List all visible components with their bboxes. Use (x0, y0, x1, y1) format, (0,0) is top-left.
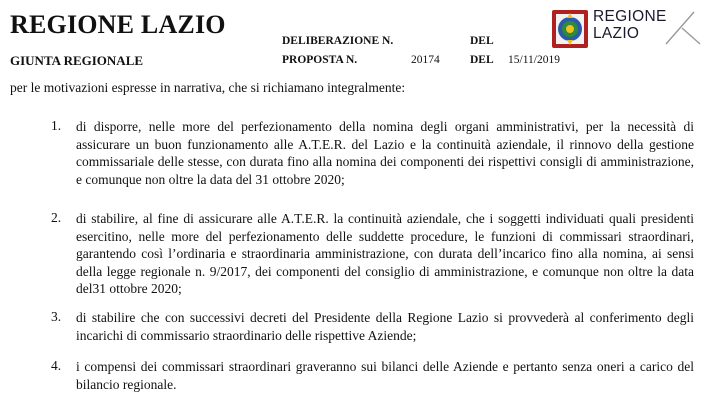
logo-text (593, 8, 667, 42)
deliberazione-label: DELIBERAZIONE N. (282, 35, 394, 47)
proposta-date: 15/11/2019 (508, 54, 560, 66)
regione-lazio-logo (550, 8, 702, 50)
item-number: 4. (51, 358, 62, 373)
document-title: REGIONE LAZIO (10, 10, 226, 39)
logo-swoosh-icon (662, 8, 702, 48)
proposta-number: 20174 (411, 54, 440, 66)
item-number: 1. (51, 118, 62, 133)
item-text: di stabilire che con successivi decreti del Presidente della Regione Lazio si provvederà al conferimento degli incarichi di commissario straordinario delle rispettive Aziende; (76, 310, 694, 343)
logo-line-1: REGIONE (593, 8, 667, 25)
item-number: 2. (51, 210, 62, 225)
item-text: i compensi dei commissari straordinari graveranno sui bilanci delle Aziende e pertanto senza oneri a carico del bilancio regionale. (76, 359, 694, 392)
proposta-del-label: DEL (470, 54, 494, 66)
logo-line-2: LAZIO (593, 25, 640, 42)
regione-lazio-emblem-icon (550, 8, 590, 50)
deliberazione-del-label: DEL (470, 35, 494, 47)
proposta-label: PROPOSTA N. (282, 54, 358, 66)
intro-text: per le motivazioni espresse in narrativa, che si richiamano integralmente: (10, 80, 406, 95)
item-text: di stabilire, al fine di assicurare alle A.T.E.R. la continuità aziendale, che i soggetti individuati quali presidenti esercitino, nelle more del perfezionamento delle suddette procedure, le funzioni di commissari straordinari, garantendo così l’ordinaria e straordinaria amministrazione, con durata dell’incarico fino alla nomina, ai sensi della legge regionale n. 9/2017, dei componenti del consiglio di amministrazione, e comunque non oltre la data del31 ottobre 2020; (76, 211, 694, 296)
item-text: di disporre, nelle more del perfezionamento della nomina degli organi amministrativi, per la necessità di assicurare un buon funzionamento alle A.T.E.R. del Lazio e la continuità aziendale, il rinnovo della gestione commissariale delle stesse, con durata fino alla nomina dei componenti dei rispettivi consigli di amministrazione, e comunque non oltre la data del 31 ottobre 2020; (76, 119, 694, 187)
item-number: 3. (51, 309, 62, 324)
document-subtitle: GIUNTA REGIONALE (10, 53, 144, 68)
